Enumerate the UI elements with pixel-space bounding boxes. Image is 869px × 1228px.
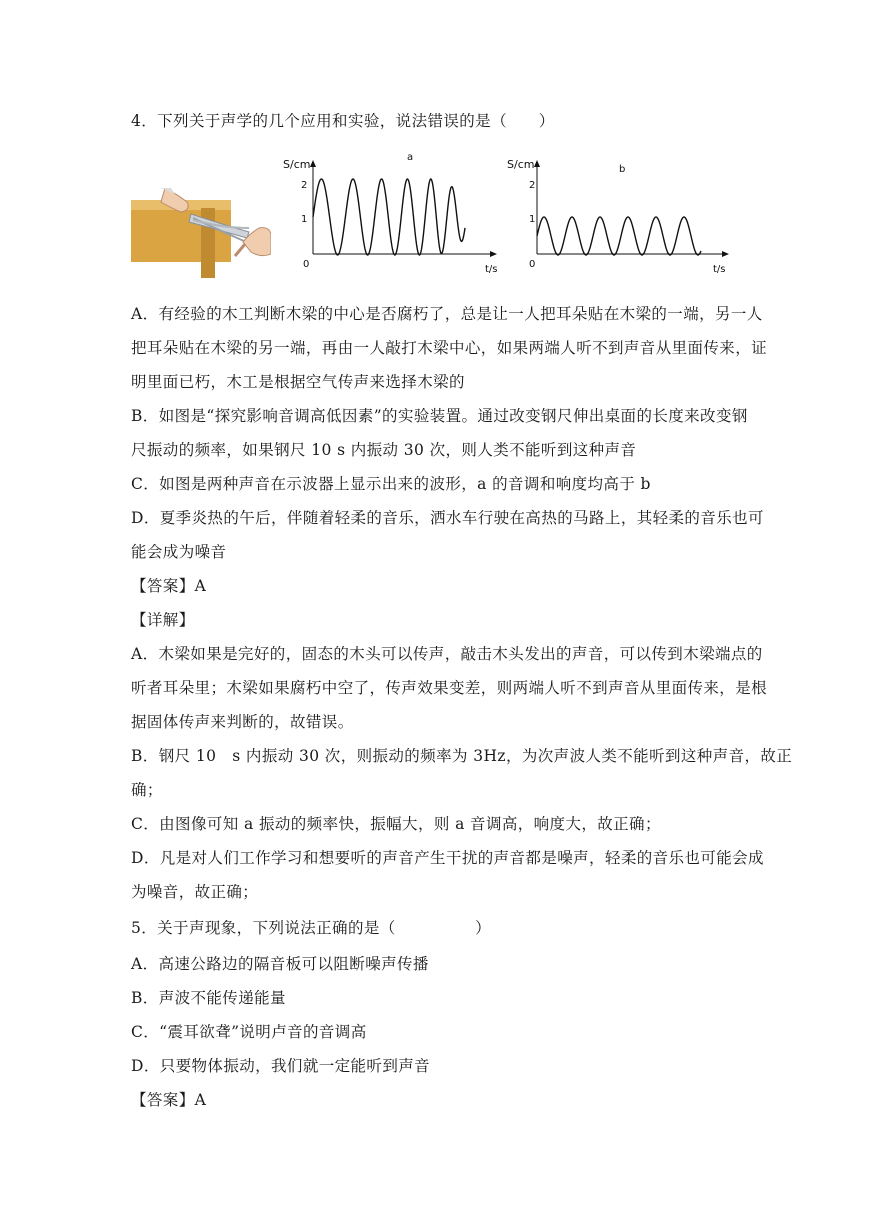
q4-option-c: C．如图是两种声音在示波器上显示出来的波形，a 的音调和响度均高于 b: [131, 475, 651, 493]
q4-option-d-line-1: D．夏季炎热的午后，伴随着轻柔的音乐，洒水车行驶在高热的马路上，其轻柔的音乐也可: [131, 509, 764, 527]
q5-option-a: A．高速公路边的隔音板可以阻断噪声传播: [131, 955, 429, 973]
ruler-on-table-photo: [131, 188, 271, 278]
q4-option-a-line-1: A．有经验的木工判断木梁的中心是否腐朽了，总是让一人把耳朵贴在木梁的一端，另一人: [131, 305, 763, 323]
q4-option-a-line-3: 明里面已朽，木工是根据空气传声来选择木梁的: [131, 373, 465, 391]
graph-b-y1-label: 1: [529, 214, 536, 225]
waveform-graph-b: [503, 150, 733, 280]
q5-option-d: D．只要物体振动，我们就一定能听到声音: [131, 1057, 431, 1075]
graph-b-y-arrow: [534, 160, 540, 167]
graph-a-tag: a: [407, 152, 414, 163]
q5-answer: 【答案】A: [131, 1091, 207, 1109]
graph-b-x-arrow: [722, 251, 729, 257]
graph-a-waveform: [313, 179, 465, 255]
q5-option-b: B．声波不能传递能量: [131, 989, 286, 1007]
q4-detail-line-3: 据固体传声来判断的，故错误。: [131, 713, 354, 731]
q4-detail-label: 【详解】: [131, 611, 195, 629]
q4-detail-line-1: A．木梁如果是完好的，固态的木头可以传声，敲击木头发出的声音，可以传到木梁端点的: [131, 645, 763, 663]
q4-detail-line-6: C．由图像可知 a 振动的频率快，振幅大，则 a 音调高，响度大，故正确；: [131, 815, 661, 833]
q4-option-b-line-2: 尺振动的频率，如果钢尺 10 s 内振动 30 次，则人类不能听到这种声音: [131, 441, 637, 459]
q4-answer: 【答案】A: [131, 577, 207, 595]
q4-detail-line-4: B．钢尺 10 s 内振动 30 次，则振动的频率为 3Hz，为次声波人类不能听到这种声音，故正: [131, 747, 793, 765]
graph-a-origin-label: 0: [303, 259, 310, 270]
q4-option-d-line-2: 能会成为噪音: [131, 543, 227, 561]
graph-b-xlabel: t/s: [713, 264, 726, 275]
q4-detail-line-5: 确；: [131, 781, 163, 799]
q5-option-c: C．“震耳欲聋”说明卢音的音调高: [131, 1023, 367, 1041]
question-4-stem: 4．下列关于声学的几个应用和实验，说法错误的是（ ）: [131, 112, 555, 130]
graph-a-ylabel: S/cm: [283, 158, 311, 171]
waveform-graph-a: [279, 150, 499, 280]
graph-a-y-arrow: [310, 160, 316, 167]
graph-b-y2-label: 2: [529, 180, 536, 191]
graph-b-origin-label: 0: [529, 259, 536, 270]
graph-a-x-arrow: [490, 251, 497, 257]
graph-a-y1-label: 1: [301, 214, 308, 225]
graph-a-y2-label: 2: [301, 180, 308, 191]
q4-option-b-line-1: B．如图是“探究影响音调高低因素”的实验装置。通过改变钢尺伸出桌面的长度来改变钢: [131, 407, 748, 425]
graph-a-xlabel: t/s: [485, 264, 498, 275]
graph-b-ylabel: S/cm: [507, 158, 535, 171]
graph-b-tag: b: [619, 164, 626, 175]
q4-detail-line-8: 为噪音，故正确；: [131, 883, 259, 901]
q4-detail-line-7: D．凡是对人们工作学习和想要听的声音产生干扰的声音都是噪声，轻柔的音乐也可能会成: [131, 849, 764, 867]
q4-option-a-line-2: 把耳朵贴在木梁的另一端，再由一人敲打木梁中心，如果两端人听不到声音从里面传来，证: [131, 339, 768, 357]
graph-b-waveform: [537, 217, 701, 255]
question-4-figure: [131, 150, 751, 280]
q4-detail-line-2: 听者耳朵里；木梁如果腐朽中空了，传声效果变差，则两端人听不到声音从里面传来，是根: [131, 679, 768, 697]
question-5-stem: 5．关于声现象，下列说法正确的是（ ）: [131, 919, 492, 937]
